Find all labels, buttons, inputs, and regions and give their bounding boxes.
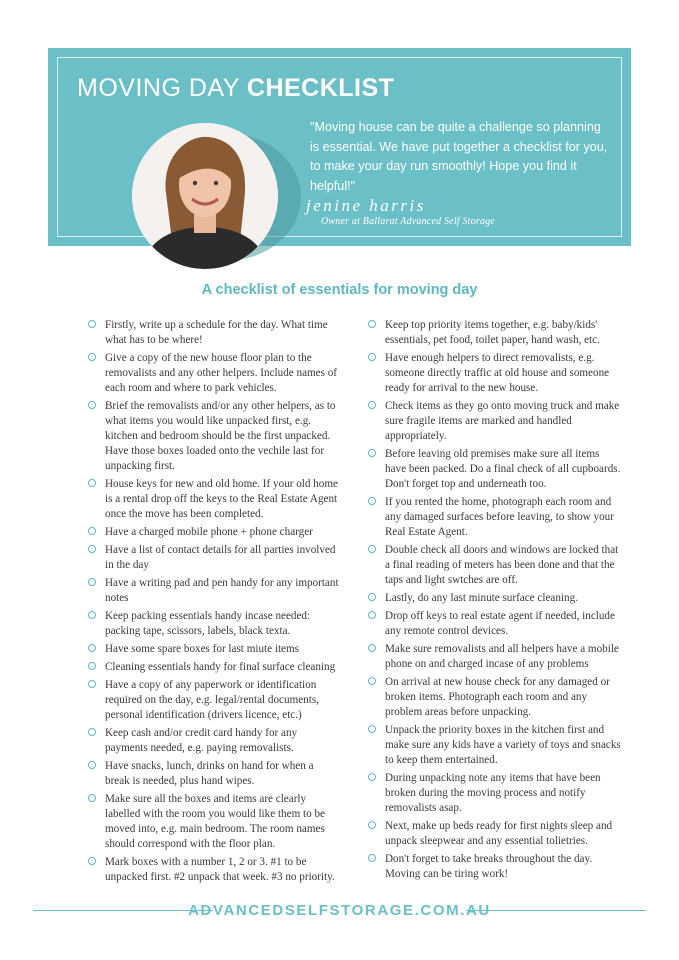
- checklist-item-text: If you rented the home, photograph each room and any damaged surfaces before leaving, to show your Real Estate Agent.: [385, 496, 614, 538]
- checklist-item-text: Double check all doors and windows are locked that a final reading of meters has been done and that the taps and light swtches are off.: [385, 544, 619, 586]
- circle-bullet-icon: [368, 497, 376, 505]
- checklist-item: [368, 609, 622, 639]
- checklist-item-text: During unpacking note any items that have been broken during the moving process and notify removalists asap.: [385, 772, 601, 814]
- circle-bullet-icon: [88, 680, 96, 688]
- checklist-left-column: [88, 318, 340, 888]
- checklist-item-text: Have snacks, lunch, drinks on hand for when a break is needed, plus hand wipes.: [105, 760, 314, 787]
- checklist-item-text: Drop off keys to real estate agent if needed, include any remote control devices.: [385, 610, 615, 637]
- circle-bullet-icon: [88, 353, 96, 361]
- checklist-item: [88, 543, 340, 573]
- checklist-item: [88, 318, 340, 348]
- circle-bullet-icon: [368, 593, 376, 601]
- checklist-item: [88, 792, 340, 852]
- checklist-item: [368, 771, 622, 816]
- checklist-item: [368, 675, 622, 720]
- owner-quote: "Moving house can be quite a challenge so planning is essential. We have put together a checklist for you, to make your day run smoothly! Hope you find it helpful!": [310, 120, 608, 193]
- checklist-item: [88, 660, 340, 675]
- title-light: MOVING DAY: [77, 74, 240, 102]
- checklist-item-text: Make sure all the boxes and items are clearly labelled with the room you would like them to be moved into, e.g. main bedroom. The room names should correspond with the floor plan.: [105, 793, 325, 850]
- checklist-item-text: On arrival at new house check for any damaged or broken items. Photograph each room and any problem areas before unpacking.: [385, 676, 610, 718]
- checklist-item: [88, 525, 340, 540]
- circle-bullet-icon: [88, 644, 96, 652]
- circle-bullet-icon: [88, 794, 96, 802]
- circle-bullet-icon: [88, 401, 96, 409]
- circle-bullet-icon: [368, 611, 376, 619]
- checklist-item: [88, 726, 340, 756]
- checklist-item: [368, 591, 622, 606]
- owner-photo: [132, 123, 278, 269]
- checklist-item-text: Lastly, do any last minute surface cleaning.: [385, 592, 578, 604]
- checklist-item: [368, 543, 622, 588]
- checklist-item: [88, 855, 340, 885]
- checklist-item-text: Brief the removalists and/or any other helpers, as to what items you would like unpacked first, e.g. kitchen and bedroom should be the first unpacked. Have those boxes loaded onto the vechile last for unpacking first.: [105, 400, 336, 472]
- checklist-item-text: Have a charged mobile phone + phone charger: [105, 526, 313, 538]
- circle-bullet-icon: [88, 578, 96, 586]
- checklist-item: [88, 477, 340, 522]
- circle-bullet-icon: [88, 527, 96, 535]
- checklist-item: [368, 318, 622, 348]
- checklist-item-text: Have a copy of any paperwork or identification required on the day, e.g. legal/rental documents, personal identification (drivers licence, etc.): [105, 679, 319, 721]
- footer-website-link[interactable]: ADVANCEDSELFSTORAGE.COM.AU: [188, 902, 491, 919]
- owner-signature: jenine harris: [306, 196, 426, 215]
- circle-bullet-icon: [368, 854, 376, 862]
- checklist-item: [368, 447, 622, 492]
- circle-bullet-icon: [368, 353, 376, 361]
- checklist-right-column: [368, 318, 622, 885]
- checklist-item-text: Keep cash and/or credit card handy for any payments needed, e.g. paying removalists.: [105, 727, 298, 754]
- circle-bullet-icon: [88, 728, 96, 736]
- checklist-item: [368, 399, 622, 444]
- page-title: [77, 74, 394, 103]
- checklist-item-text: Don't forget to take breaks throughout the day. Moving can be tiring work!: [385, 853, 593, 880]
- checklist-item: [368, 723, 622, 768]
- circle-bullet-icon: [368, 644, 376, 652]
- circle-bullet-icon: [368, 545, 376, 553]
- circle-bullet-icon: [368, 401, 376, 409]
- checklist-item-text: Have a list of contact details for all parties involved in the day: [105, 544, 336, 571]
- owner-role: Owner at Ballarat Advanced Self Storage: [321, 216, 495, 227]
- circle-bullet-icon: [368, 725, 376, 733]
- checklist-item: [368, 351, 622, 396]
- checklist-item: [368, 495, 622, 540]
- checklist-item-text: Next, make up beds ready for first nights sleep and unpack sleepwear and any essential tolietries.: [385, 820, 613, 847]
- checklist-item-text: Firstly, write up a schedule for the day. What time what has to be where!: [105, 319, 328, 346]
- title-bold: CHECKLIST: [246, 74, 395, 102]
- checklist-item-text: Keep top priority items together, e.g. baby/kids' essentials, pet food, toilet paper, hand wash, etc.: [385, 319, 600, 346]
- checklist-item-text: House keys for new and old home. If your old home is a rental drop off the keys to the Real Estate Agent once the move has been completed.: [105, 478, 338, 520]
- checklist-item-text: Have enough helpers to direct removalists, e.g. someone directly traffic at old house and someone ready for arrival to the new house.: [385, 352, 610, 394]
- checklist-item-text: Cleaning essentials handy for final surface cleaning: [105, 661, 336, 673]
- checklist-item-text: Keep packing essentials handy incase needed: packing tape, scissors, labels, black texta.: [105, 610, 311, 637]
- checklist-item-text: Give a copy of the new house floor plan to the removalists and any other helpers. Include names of each room and where to park vehicles.: [105, 352, 338, 394]
- checklist-item-text: Check items as they go onto moving truck and make sure fragile items are marked and handled appropriately.: [385, 400, 620, 442]
- checklist-item: [88, 351, 340, 396]
- checklist-subtitle: A checklist of essentials for moving day: [201, 282, 478, 298]
- checklist-item: [88, 609, 340, 639]
- checklist-item-text: Before leaving old premises make sure all items have been packed. Do a final check of all cupboards. Don't forget top and underneath too.: [385, 448, 621, 490]
- circle-bullet-icon: [88, 479, 96, 487]
- circle-bullet-icon: [88, 761, 96, 769]
- header-banner: [48, 48, 631, 246]
- circle-bullet-icon: [368, 821, 376, 829]
- checklist-item: [88, 399, 340, 474]
- circle-bullet-icon: [88, 662, 96, 670]
- circle-bullet-icon: [88, 611, 96, 619]
- checklist-item: [368, 642, 622, 672]
- checklist-item: [368, 852, 622, 882]
- checklist-item-text: Have a writing pad and pen handy for any important notes: [105, 577, 339, 604]
- checklist-item-text: Mark boxes with a number 1, 2 or 3. #1 to be unpacked first. #2 unpack that week. #3 no priority.: [105, 856, 335, 883]
- circle-bullet-icon: [368, 449, 376, 457]
- checklist-item-text: Make sure removalists and all helpers have a mobile phone on and charged incase of any problems: [385, 643, 619, 670]
- checklist-item: [88, 678, 340, 723]
- checklist-item: [88, 759, 340, 789]
- circle-bullet-icon: [368, 677, 376, 685]
- circle-bullet-icon: [88, 545, 96, 553]
- checklist-item: [88, 576, 340, 606]
- checklist-item: [88, 642, 340, 657]
- circle-bullet-icon: [368, 773, 376, 781]
- checklist-item-text: Unpack the priority boxes in the kitchen first and make sure any kids have a variety of toys and snacks to keep them entertained.: [385, 724, 621, 766]
- checklist-item-text: Have some spare boxes for last miute items: [105, 643, 299, 655]
- circle-bullet-icon: [88, 857, 96, 865]
- circle-bullet-icon: [88, 320, 96, 328]
- checklist-item: [368, 819, 622, 849]
- circle-bullet-icon: [368, 320, 376, 328]
